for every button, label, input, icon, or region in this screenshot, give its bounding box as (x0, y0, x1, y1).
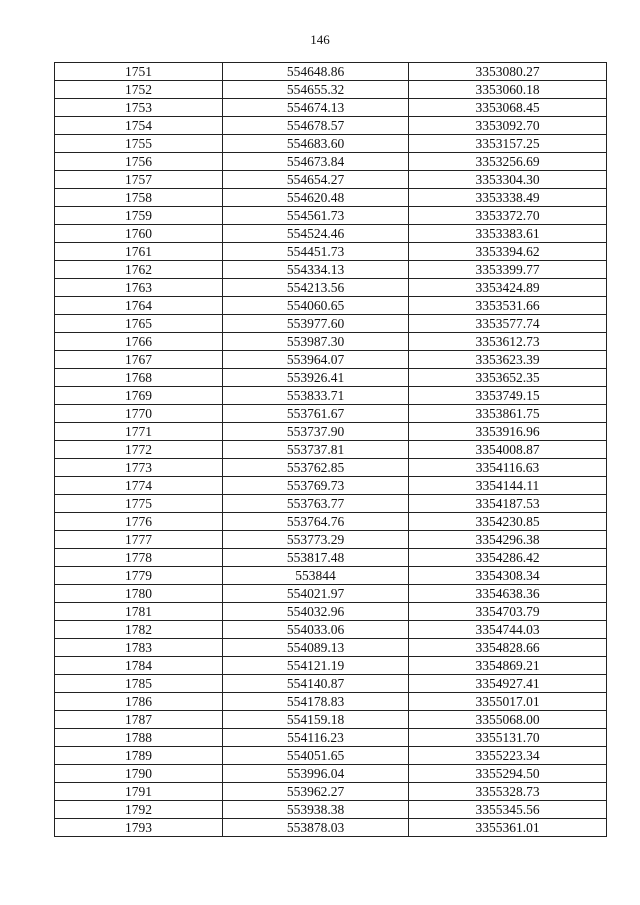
y-coordinate-cell: 3353394.62 (409, 243, 607, 261)
table-row (55, 225, 607, 243)
x-coordinate-cell: 554620.48 (223, 189, 409, 207)
y-coordinate-cell: 3355068.00 (409, 711, 607, 729)
point-number-cell: 1751 (55, 63, 223, 81)
table-row (55, 747, 607, 765)
y-coordinate-cell: 3354703.79 (409, 603, 607, 621)
x-coordinate-cell: 553833.71 (223, 387, 409, 405)
x-coordinate-cell: 553737.90 (223, 423, 409, 441)
point-number-cell: 1773 (55, 459, 223, 477)
y-coordinate-cell: 3355361.01 (409, 819, 607, 837)
table-row (55, 315, 607, 333)
x-coordinate-cell: 553737.81 (223, 441, 409, 459)
y-coordinate-cell: 3353399.77 (409, 261, 607, 279)
point-number-cell: 1785 (55, 675, 223, 693)
table-row (55, 279, 607, 297)
point-number-cell: 1782 (55, 621, 223, 639)
x-coordinate-cell: 553761.67 (223, 405, 409, 423)
y-coordinate-cell: 3353916.96 (409, 423, 607, 441)
x-coordinate-cell: 554678.57 (223, 117, 409, 135)
table-row (55, 207, 607, 225)
x-coordinate-cell: 554334.13 (223, 261, 409, 279)
y-coordinate-cell: 3354187.53 (409, 495, 607, 513)
table-row (55, 297, 607, 315)
point-number-cell: 1759 (55, 207, 223, 225)
x-coordinate-cell: 553964.07 (223, 351, 409, 369)
x-coordinate-cell: 553996.04 (223, 765, 409, 783)
y-coordinate-cell: 3354116.63 (409, 459, 607, 477)
y-coordinate-cell: 3354828.66 (409, 639, 607, 657)
y-coordinate-cell: 3353749.15 (409, 387, 607, 405)
point-number-cell: 1778 (55, 549, 223, 567)
table-row (55, 711, 607, 729)
point-number-cell: 1762 (55, 261, 223, 279)
x-coordinate-cell: 554032.96 (223, 603, 409, 621)
y-coordinate-cell: 3353092.70 (409, 117, 607, 135)
table-row (55, 765, 607, 783)
x-coordinate-cell: 554674.13 (223, 99, 409, 117)
point-number-cell: 1756 (55, 153, 223, 171)
coordinates-table-body (55, 63, 607, 837)
table-row (55, 387, 607, 405)
table-row (55, 675, 607, 693)
y-coordinate-cell: 3355294.50 (409, 765, 607, 783)
y-coordinate-cell: 3354008.87 (409, 441, 607, 459)
y-coordinate-cell: 3353304.30 (409, 171, 607, 189)
table-row (55, 783, 607, 801)
page-number: 146 (310, 32, 330, 47)
table-row (55, 693, 607, 711)
point-number-cell: 1760 (55, 225, 223, 243)
point-number-cell: 1787 (55, 711, 223, 729)
table-row (55, 189, 607, 207)
y-coordinate-cell: 3354230.85 (409, 513, 607, 531)
point-number-cell: 1788 (55, 729, 223, 747)
x-coordinate-cell: 554683.60 (223, 135, 409, 153)
point-number-cell: 1771 (55, 423, 223, 441)
point-number-cell: 1755 (55, 135, 223, 153)
y-coordinate-cell: 3354927.41 (409, 675, 607, 693)
table-row (55, 135, 607, 153)
table-row (55, 639, 607, 657)
table-row (55, 423, 607, 441)
table-row (55, 171, 607, 189)
point-number-cell: 1766 (55, 333, 223, 351)
x-coordinate-cell: 554033.06 (223, 621, 409, 639)
y-coordinate-cell: 3355345.56 (409, 801, 607, 819)
y-coordinate-cell: 3355223.34 (409, 747, 607, 765)
table-row (55, 819, 607, 837)
x-coordinate-cell: 554060.65 (223, 297, 409, 315)
table-row (55, 117, 607, 135)
table-row (55, 657, 607, 675)
table-row (55, 801, 607, 819)
x-coordinate-cell: 553987.30 (223, 333, 409, 351)
x-coordinate-cell: 554648.86 (223, 63, 409, 81)
y-coordinate-cell: 3354869.21 (409, 657, 607, 675)
point-number-cell: 1779 (55, 567, 223, 585)
point-number-cell: 1753 (55, 99, 223, 117)
point-number-cell: 1770 (55, 405, 223, 423)
x-coordinate-cell: 554089.13 (223, 639, 409, 657)
y-coordinate-cell: 3353080.27 (409, 63, 607, 81)
point-number-cell: 1775 (55, 495, 223, 513)
point-number-cell: 1757 (55, 171, 223, 189)
table-row (55, 261, 607, 279)
table-row (55, 495, 607, 513)
point-number-cell: 1769 (55, 387, 223, 405)
y-coordinate-cell: 3355017.01 (409, 693, 607, 711)
y-coordinate-cell: 3354296.38 (409, 531, 607, 549)
table-row (55, 477, 607, 495)
y-coordinate-cell: 3353383.61 (409, 225, 607, 243)
table-row (55, 459, 607, 477)
x-coordinate-cell: 554213.56 (223, 279, 409, 297)
y-coordinate-cell: 3353623.39 (409, 351, 607, 369)
point-number-cell: 1784 (55, 657, 223, 675)
x-coordinate-cell: 553926.41 (223, 369, 409, 387)
x-coordinate-cell: 554021.97 (223, 585, 409, 603)
x-coordinate-cell: 554524.46 (223, 225, 409, 243)
point-number-cell: 1763 (55, 279, 223, 297)
point-number-cell: 1792 (55, 801, 223, 819)
coordinates-table (54, 62, 607, 837)
table-row (55, 63, 607, 81)
x-coordinate-cell: 554655.32 (223, 81, 409, 99)
y-coordinate-cell: 3353861.75 (409, 405, 607, 423)
table-row (55, 81, 607, 99)
point-number-cell: 1783 (55, 639, 223, 657)
y-coordinate-cell: 3355131.70 (409, 729, 607, 747)
x-coordinate-cell: 553763.77 (223, 495, 409, 513)
table-row (55, 567, 607, 585)
point-number-cell: 1777 (55, 531, 223, 549)
y-coordinate-cell: 3353652.35 (409, 369, 607, 387)
x-coordinate-cell: 553844 (223, 567, 409, 585)
x-coordinate-cell: 553764.76 (223, 513, 409, 531)
point-number-cell: 1786 (55, 693, 223, 711)
x-coordinate-cell: 553962.27 (223, 783, 409, 801)
point-number-cell: 1767 (55, 351, 223, 369)
x-coordinate-cell: 553773.29 (223, 531, 409, 549)
point-number-cell: 1764 (55, 297, 223, 315)
y-coordinate-cell: 3353060.18 (409, 81, 607, 99)
point-number-cell: 1761 (55, 243, 223, 261)
x-coordinate-cell: 554673.84 (223, 153, 409, 171)
table-row (55, 531, 607, 549)
table-row (55, 405, 607, 423)
table-row (55, 621, 607, 639)
x-coordinate-cell: 554140.87 (223, 675, 409, 693)
table-row (55, 369, 607, 387)
x-coordinate-cell: 554654.27 (223, 171, 409, 189)
table-row (55, 549, 607, 567)
y-coordinate-cell: 3353424.89 (409, 279, 607, 297)
point-number-cell: 1790 (55, 765, 223, 783)
x-coordinate-cell: 553977.60 (223, 315, 409, 333)
point-number-cell: 1768 (55, 369, 223, 387)
table-row (55, 441, 607, 459)
x-coordinate-cell: 553762.85 (223, 459, 409, 477)
y-coordinate-cell: 3353531.66 (409, 297, 607, 315)
table-row (55, 333, 607, 351)
y-coordinate-cell: 3354308.34 (409, 567, 607, 585)
point-number-cell: 1780 (55, 585, 223, 603)
point-number-cell: 1772 (55, 441, 223, 459)
point-number-cell: 1774 (55, 477, 223, 495)
y-coordinate-cell: 3353612.73 (409, 333, 607, 351)
x-coordinate-cell: 553817.48 (223, 549, 409, 567)
y-coordinate-cell: 3355328.73 (409, 783, 607, 801)
y-coordinate-cell: 3354744.03 (409, 621, 607, 639)
table-row (55, 243, 607, 261)
x-coordinate-cell: 554116.23 (223, 729, 409, 747)
y-coordinate-cell: 3354286.42 (409, 549, 607, 567)
x-coordinate-cell: 554451.73 (223, 243, 409, 261)
point-number-cell: 1758 (55, 189, 223, 207)
x-coordinate-cell: 554178.83 (223, 693, 409, 711)
x-coordinate-cell: 553938.38 (223, 801, 409, 819)
table-row (55, 603, 607, 621)
y-coordinate-cell: 3353577.74 (409, 315, 607, 333)
table-row (55, 153, 607, 171)
y-coordinate-cell: 3353372.70 (409, 207, 607, 225)
y-coordinate-cell: 3354638.36 (409, 585, 607, 603)
y-coordinate-cell: 3353338.49 (409, 189, 607, 207)
y-coordinate-cell: 3353068.45 (409, 99, 607, 117)
point-number-cell: 1754 (55, 117, 223, 135)
point-number-cell: 1752 (55, 81, 223, 99)
x-coordinate-cell: 554051.65 (223, 747, 409, 765)
table-row (55, 99, 607, 117)
point-number-cell: 1781 (55, 603, 223, 621)
point-number-cell: 1789 (55, 747, 223, 765)
x-coordinate-cell: 554561.73 (223, 207, 409, 225)
y-coordinate-cell: 3353157.25 (409, 135, 607, 153)
x-coordinate-cell: 553769.73 (223, 477, 409, 495)
table-row (55, 585, 607, 603)
point-number-cell: 1765 (55, 315, 223, 333)
table-row (55, 729, 607, 747)
table-row (55, 513, 607, 531)
x-coordinate-cell: 554159.18 (223, 711, 409, 729)
point-number-cell: 1776 (55, 513, 223, 531)
table-row (55, 351, 607, 369)
y-coordinate-cell: 3354144.11 (409, 477, 607, 495)
x-coordinate-cell: 553878.03 (223, 819, 409, 837)
y-coordinate-cell: 3353256.69 (409, 153, 607, 171)
point-number-cell: 1791 (55, 783, 223, 801)
point-number-cell: 1793 (55, 819, 223, 837)
x-coordinate-cell: 554121.19 (223, 657, 409, 675)
